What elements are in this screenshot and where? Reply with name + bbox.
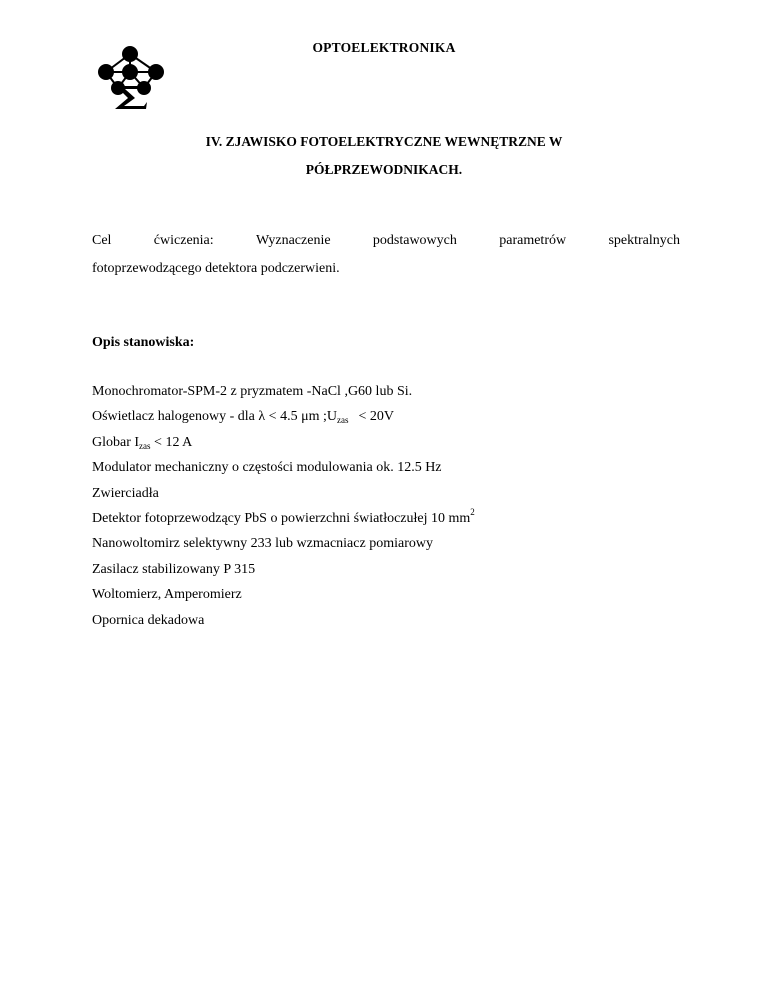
- purpose-word: Cel: [92, 233, 112, 248]
- station-heading: Opis stanowiska:: [92, 335, 195, 350]
- purpose-word: parametrów: [499, 233, 567, 248]
- course-header: OPTOELEKTRONIKA: [312, 40, 456, 55]
- list-item: Opornica dekadowa: [92, 612, 205, 628]
- list-item: Globar $I_{zas} < 12$ A: [92, 434, 193, 451]
- exercise-purpose: [92, 233, 680, 277]
- list-item: Nanowoltomirz selektywny 233 lub wzmacniacz pomiarowy: [92, 536, 433, 552]
- purpose-word: podstawowych: [372, 233, 457, 248]
- purpose-first-line: [92, 233, 680, 249]
- list-item: Monochromator-SPM-2 z pryzmatem -NaCl ,G60 lub Si.: [92, 384, 413, 399]
- purpose-word: ćwiczenia:: [153, 233, 214, 248]
- equipment-list: [92, 383, 475, 637]
- purpose-continuation: fotoprzewodzącego detektora podczerwieni.: [92, 261, 340, 276]
- list-item: Woltomierz, Amperomierz: [92, 587, 242, 603]
- purpose-word: Wyznaczenie: [256, 233, 331, 248]
- list-item: Detektor fotoprzewodzący PbS o powierzchni światłoczułej 10 $mm^2$: [92, 506, 475, 526]
- list-item: Modulator mechaniczny o częstości modulowania ok. 12.5 Hz: [92, 460, 442, 476]
- purpose-word: spektralnych: [608, 233, 680, 248]
- list-item: Zwierciadła: [92, 485, 159, 501]
- title-line-1: IV. ZJAWISKO FOTOELEKTRYCZNE WEWNĘTRZNE W: [205, 134, 563, 149]
- title-line-2: PÓŁPRZEWODNIKACH.: [305, 162, 463, 177]
- list-item: Oświetlacz halogenowy - dla λ < 4.5 μm $;U_{zas} < 20V$: [92, 409, 394, 426]
- list-item: Zasilacz stabilizowany P 315: [92, 561, 256, 577]
